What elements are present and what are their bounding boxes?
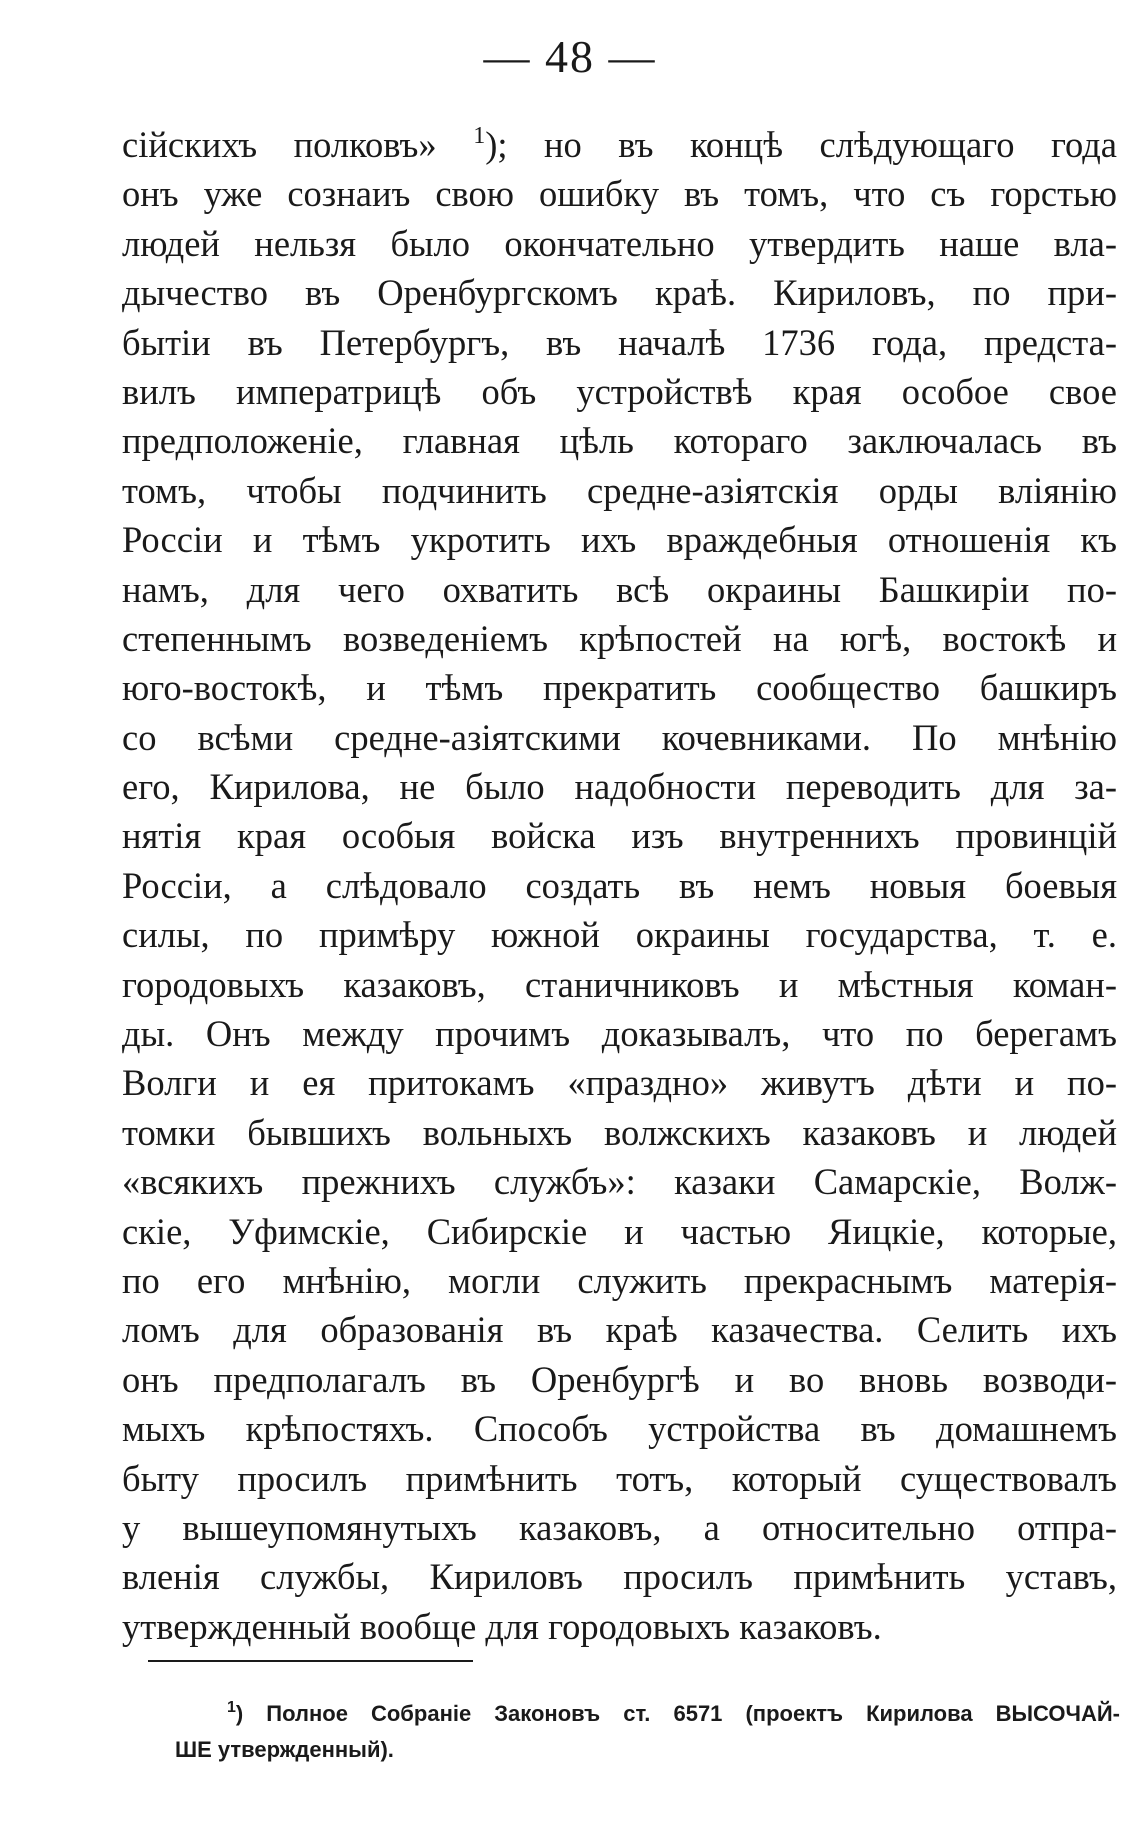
text-line [122,120,1117,169]
footnote-line: ШЕ утвержденный). [175,1737,394,1762]
text-line: скіе, Уфимскіе, Сибирскіе и частью Яицкіе, которые, [122,1210,1117,1252]
text-line: у вышеупомянутыхъ казаковъ, а относительно отпра- [122,1506,1117,1548]
text-line: онъ уже сознаиъ свою ошибку въ томъ, что съ горстью [122,173,1117,215]
text-line: Россіи и тѣмъ укротить ихъ враждебныя отношенія къ [122,519,1117,561]
text-line: городовыхъ казаковъ, станичниковъ и мѣстныя коман- [122,963,1117,1005]
text-line: нятія края особыя войска изъ внутреннихъ провинцій [122,815,1117,857]
text-line: вленія службы, Кириловъ просилъ примѣнить уставъ, [122,1556,1117,1598]
footnote-text: ) Полное Собраніе Законовъ ст. 6571 (проектъ Кирилова ВЫСОЧАЙ- [235,1701,1120,1726]
page-number: — 48 — [483,31,657,82]
footnote-divider [148,1660,473,1662]
text-line: томки бывшихъ вольныхъ волжскихъ казаковъ и людей [122,1111,1117,1153]
footnote-line [175,1696,1120,1732]
text-line: Волги и ея притокамъ «праздно» живутъ дѣти и по- [122,1062,1117,1104]
text-line: его, Кирилова, не было надобности переводить для за- [122,766,1117,808]
footnote [175,1696,1120,1768]
text-line: бытіи въ Петербургъ, въ началѣ 1736 года, предста- [122,321,1117,363]
text-line: юго-востокѣ, и тѣмъ прекратить сообщество башкиръ [122,667,1117,709]
text-line: силы, по примѣру южной окраины государства, т. е. [122,914,1117,956]
footnote-marker: 1 [227,1699,236,1716]
text-line-start: сійскихъ полковъ» [122,124,437,165]
text-line: вилъ императрицѣ объ устройствѣ края особое свое [122,370,1117,412]
text-line: людей нельзя было окончательно утвердить наше вла- [122,222,1117,264]
footnote-reference: 1 [473,123,486,149]
body-text [122,120,1117,1651]
text-line: по его мнѣнію, могли служить прекраснымъ матерія- [122,1259,1117,1301]
text-line-end: ); но въ концѣ слѣдующаго года [485,124,1118,165]
text-line: онъ предполагалъ въ Оренбургѣ и во вновь возводи- [122,1358,1117,1400]
text-line: дычество въ Оренбургскомъ краѣ. Кириловъ, по при- [122,272,1117,314]
text-line: «всякихъ прежнихъ службъ»: казаки Самарскіе, Волж- [122,1161,1117,1203]
text-line: намъ, для чего охватить всѣ окраины Башкиріи по- [122,568,1117,610]
text-line: предположеніе, главная цѣль котораго заключалась въ [122,420,1117,462]
text-line: со всѣми средне-азіятскими кочевниками. По мнѣнію [122,716,1117,758]
text-line: степеннымъ возведеніемъ крѣпостей на югѣ, востокѣ и [122,617,1117,659]
text-line: Россіи, а слѣдовало создать въ немъ новыя боевыя [122,864,1117,906]
text-line: быту просилъ примѣнить тотъ, который существовалъ [122,1457,1117,1499]
text-line: томъ, чтобы подчинить средне-азіятскія орды вліянію [122,469,1117,511]
text-line: ды. Онъ между прочимъ доказывалъ, что по берегамъ [122,1013,1117,1055]
text-line: мыхъ крѣпостяхъ. Способъ устройства въ домашнемъ [122,1408,1117,1450]
text-line: ломъ для образованія въ краѣ казачества. Селить ихъ [122,1309,1117,1351]
text-line: утвержденный вообще для городовыхъ казаковъ. [122,1605,882,1647]
